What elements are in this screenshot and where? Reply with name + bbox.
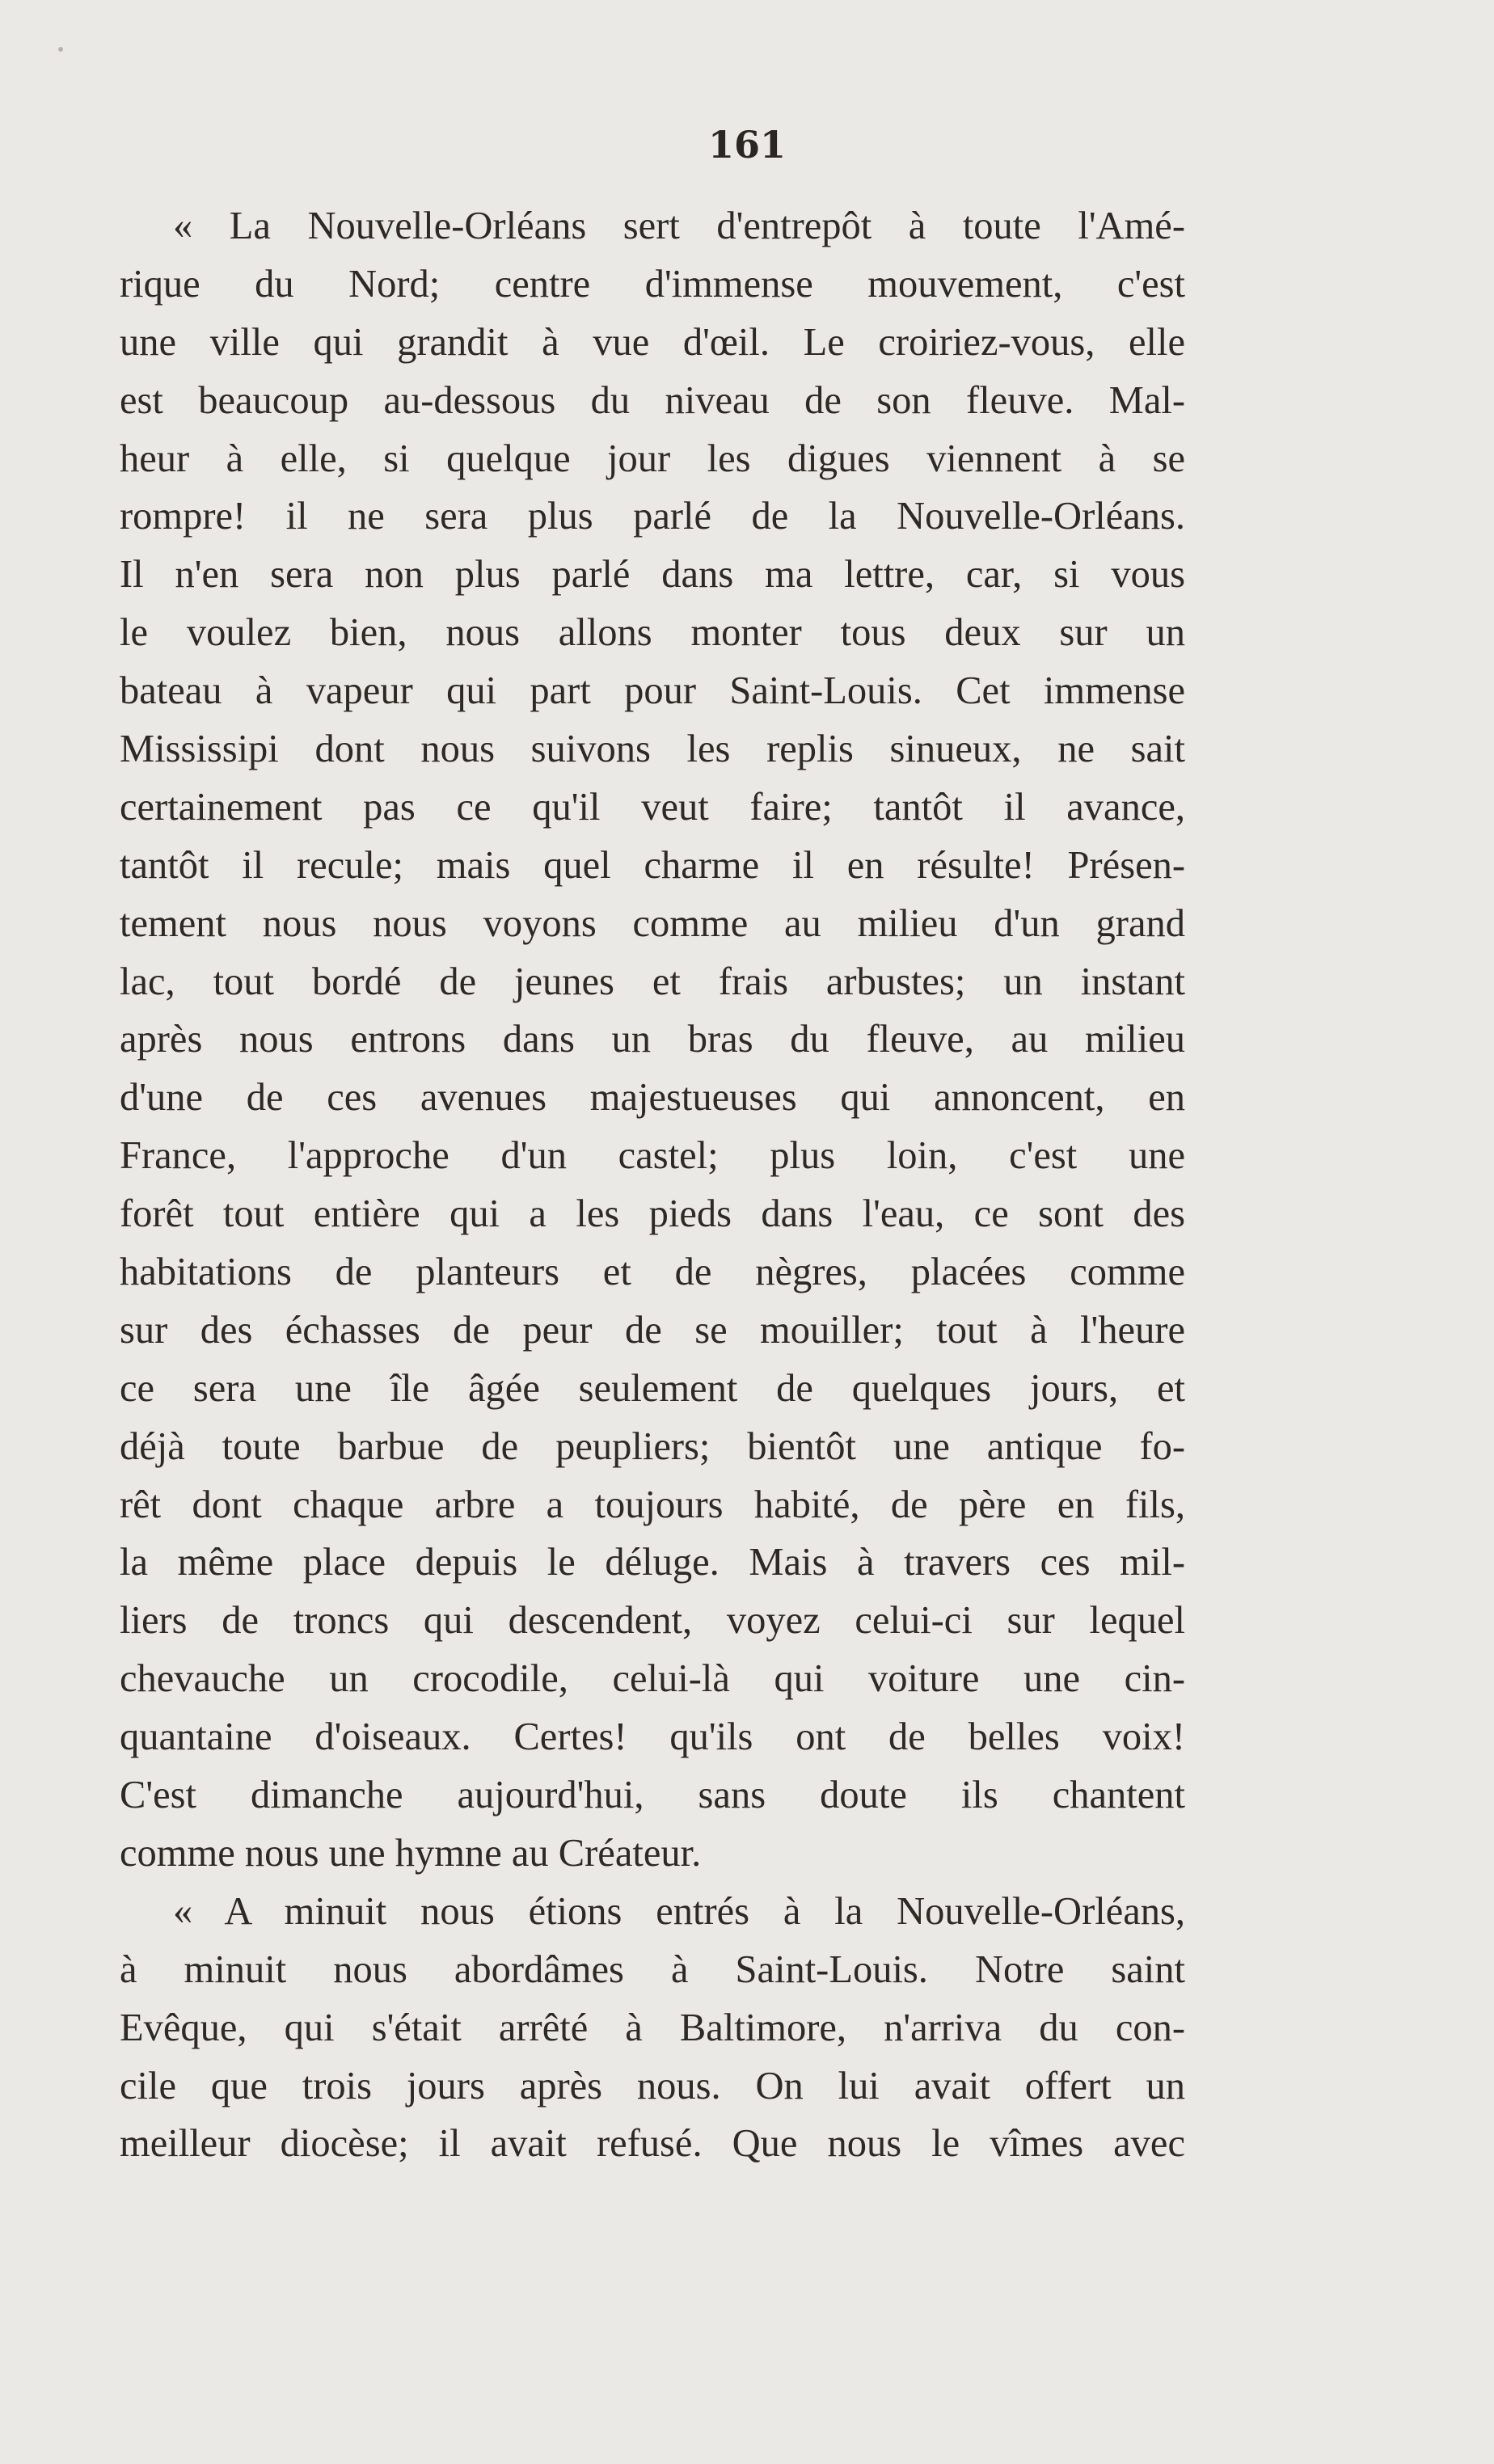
- text-line: chevauche un crocodile, celui-là qui voiture une cin-: [120, 1657, 1185, 1701]
- text-line: après nous entrons dans un bras du fleuve, au milieu: [120, 1018, 1185, 1061]
- text-line: bateau à vapeur qui part pour Saint-Louis. Cet immense: [120, 669, 1185, 713]
- text-line: meilleur diocèse; il avait refusé. Que nous le vîmes avec: [120, 2122, 1185, 2166]
- text-line: le voulez bien, nous allons monter tous deux sur un: [120, 611, 1185, 655]
- text-line: tement nous nous voyons comme au milieu d'un grand: [120, 901, 1185, 945]
- text-line: une ville qui grandit à vue d'œil. Le croiriez-vous, elle: [120, 320, 1185, 364]
- text-line: rique du Nord; centre d'immense mouvement, c'est: [120, 262, 1185, 306]
- text-line: déjà toute barbue de peupliers; bientôt une antique fo-: [120, 1424, 1185, 1468]
- text-line: comme nous une hymne au Créateur.: [120, 1831, 702, 1875]
- text-line: C'est dimanche aujourd'hui, sans doute ils chantent: [120, 1774, 1185, 1817]
- text-line: quantaine d'oiseaux. Certes! qu'ils ont de belles voix!: [120, 1715, 1185, 1759]
- text-line: lac, tout bordé de jeunes et frais arbustes; un instant: [120, 960, 1185, 1003]
- text-line: rêt dont chaque arbre a toujours habité, de père en fils,: [120, 1483, 1185, 1526]
- text-line: ce sera une île âgée seulement de quelques jours, et: [120, 1366, 1185, 1410]
- body-text: [120, 197, 1185, 2173]
- page-number: 161: [707, 123, 787, 167]
- text-line: rompre! il ne sera plus parlé de la Nouvelle-Orléans.: [120, 495, 1185, 538]
- text-line: Il n'en sera non plus parlé dans ma lettre, car, si vous: [120, 553, 1185, 597]
- text-line: forêt tout entière qui a les pieds dans l'eau, ce sont des: [120, 1192, 1185, 1236]
- text-line: cile que trois jours après nous. On lui avait offert un: [120, 2064, 1185, 2107]
- text-line: habitations de planteurs et de nègres, placées comme: [120, 1251, 1185, 1294]
- text-line: certainement pas ce qu'il veut faire; tantôt il avance,: [120, 785, 1185, 829]
- text-line: « A minuit nous étions entrés à la Nouvelle-Orléans,: [173, 1889, 1185, 1933]
- text-line: est beaucoup au-dessous du niveau de son fleuve. Mal-: [120, 378, 1185, 422]
- text-line: heur à elle, si quelque jour les digues viennent à se: [120, 437, 1185, 480]
- text-line: « La Nouvelle-Orléans sert d'entrepôt à toute l'Amé-: [173, 205, 1185, 247]
- text-line: liers de troncs qui descendent, voyez celui-ci sur lequel: [120, 1599, 1185, 1643]
- text-line: sur des échasses de peur de se mouiller; tout à l'heure: [120, 1308, 1185, 1352]
- paper-speck: [58, 47, 63, 52]
- text-line: Evêque, qui s'était arrêté à Baltimore, n'arriva du con-: [120, 2006, 1185, 2049]
- text-line: Mississipi dont nous suivons les replis sinueux, ne sait: [120, 728, 1185, 771]
- text-line: d'une de ces avenues majestueuses qui annoncent, en: [120, 1076, 1185, 1120]
- text-line: tantôt il recule; mais quel charme il en résulte! Présen-: [120, 843, 1185, 887]
- text-line: France, l'approche d'un castel; plus loin, c'est une: [120, 1134, 1185, 1178]
- text-line: à minuit nous abordâmes à Saint-Louis. Notre saint: [120, 1947, 1185, 1991]
- text-line: la même place depuis le déluge. Mais à travers ces mil-: [120, 1541, 1185, 1584]
